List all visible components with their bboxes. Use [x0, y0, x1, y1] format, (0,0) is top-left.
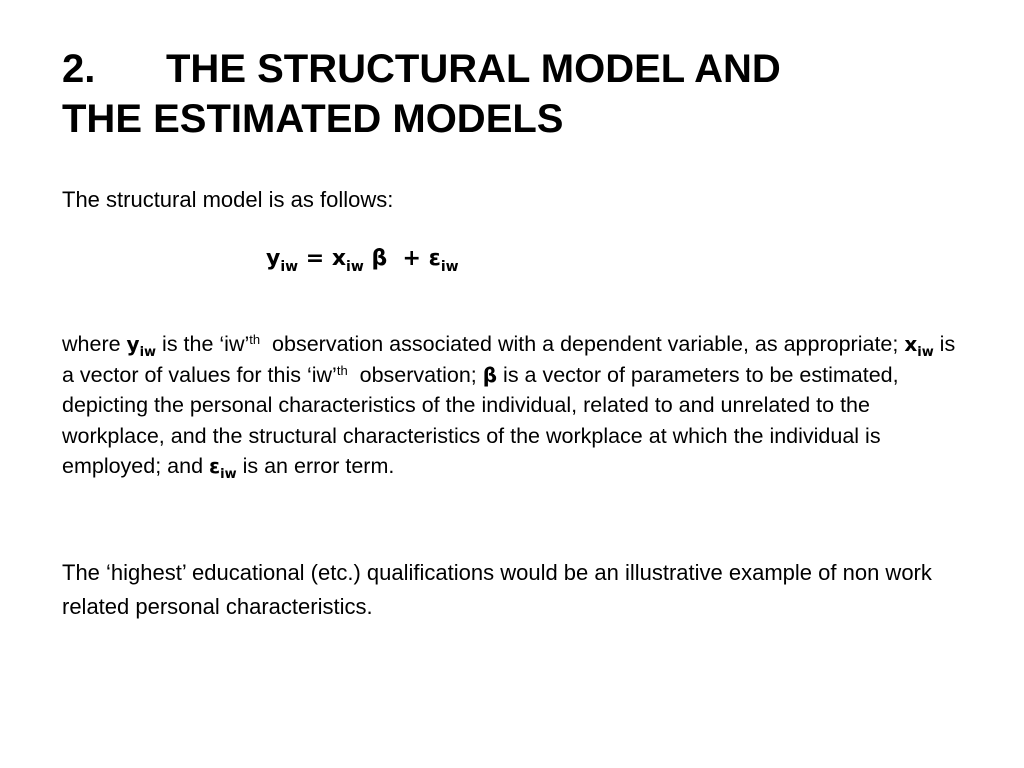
body-y: y: [126, 332, 140, 356]
body-x-subscript: iw: [917, 345, 934, 360]
body-text-3: observation associated with a dependent variable, as appropriate;: [260, 332, 905, 356]
structural-equation: [266, 244, 459, 274]
title-line-1: THE STRUCTURAL MODEL AND: [166, 47, 781, 91]
eq-epsilon-subscript: iw: [440, 259, 459, 275]
body-superscript-1: th: [249, 332, 261, 347]
section-number: 2.: [62, 47, 96, 91]
eq-y: y: [266, 246, 281, 271]
definitions-paragraph: [62, 329, 967, 482]
body-text-2: is the ‘iw’: [156, 332, 250, 356]
slide-title: [62, 44, 962, 144]
title-line-2: THE ESTIMATED MODELS: [62, 97, 564, 141]
body-epsilon-subscript: iw: [220, 467, 237, 482]
body-superscript-2: th: [336, 362, 348, 378]
eq-x: x: [331, 246, 347, 271]
body-text-1: where: [62, 332, 127, 356]
eq-y-subscript: iw: [280, 259, 299, 275]
body-text-7: is an error term.: [236, 454, 395, 478]
body-epsilon: ε: [209, 454, 221, 478]
example-paragraph: The ‘highest’ educational (etc.) qualifications would be an illustrative example of non work related personal characteristics.: [62, 560, 932, 619]
eq-plus: +: [387, 246, 429, 271]
body-text-4: is a vector of values for this ‘iw’: [62, 332, 956, 387]
body-beta: β: [482, 362, 498, 387]
body-text-6: is a vector of parameters to be estimated, depicting the personal characteristics of the individual, related to and unrelated to the workplace, and the structural characteristics of the workplace at which the individual is employed; and: [62, 362, 899, 478]
eq-equals: =: [298, 246, 332, 271]
body-x: x: [904, 332, 918, 356]
eq-x-subscript: iw: [346, 259, 364, 275]
eq-beta: β: [363, 246, 388, 271]
body-y-subscript: iw: [139, 345, 157, 360]
intro-text: The structural model is as follows:: [62, 187, 394, 212]
body-text-5: observation;: [347, 362, 483, 387]
eq-epsilon: ε: [428, 246, 441, 271]
